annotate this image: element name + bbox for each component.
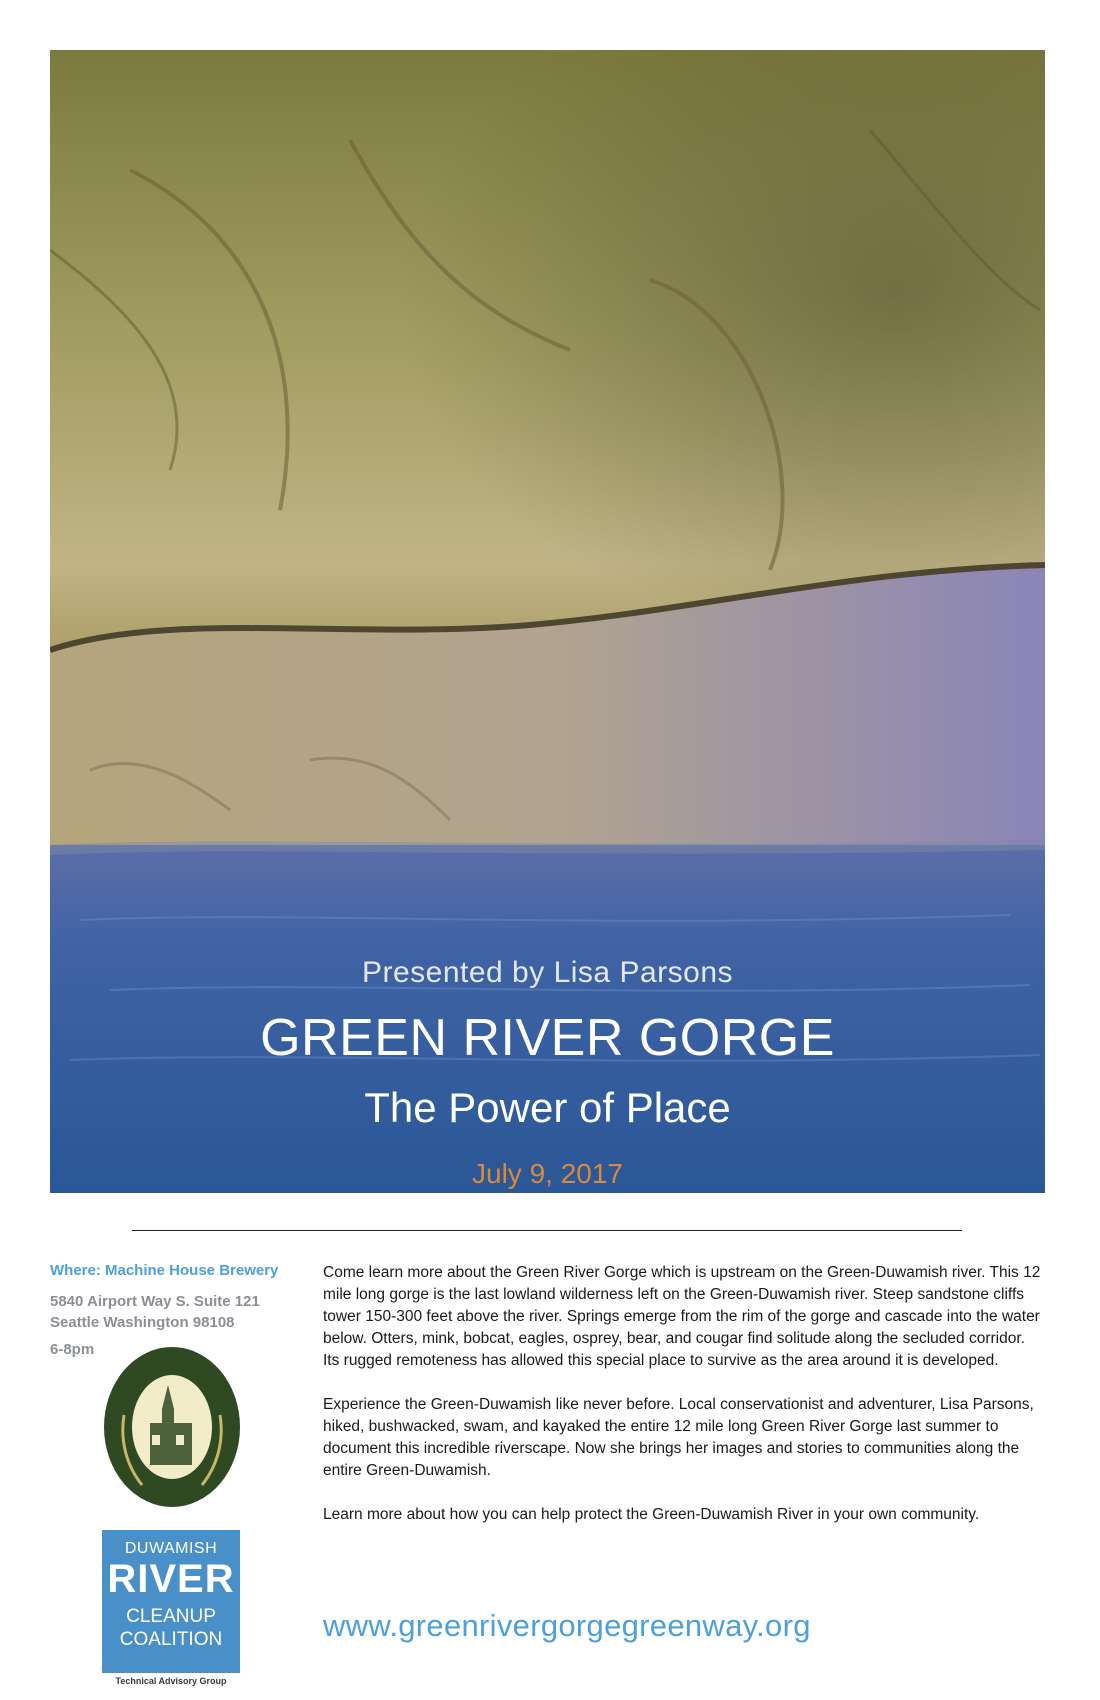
address-line1: 5840 Airport Way S. Suite 121 bbox=[50, 1293, 260, 1310]
event-time: 6-8pm bbox=[50, 1341, 95, 1358]
coalition-line2: RIVER bbox=[107, 1557, 235, 1601]
event-subtitle: The Power of Place bbox=[364, 1084, 731, 1131]
duwamish-coalition-logo bbox=[102, 1530, 240, 1690]
description-paragraph-2: Experience the Green-Duwamish like never before. Local conservationist and adventurer, Lisa Parsons, hiked, bushwacked, swam, and kayaked the entire 12 mile long Green River Gorge last summer to document this incredible riverscape. Now she brings her images and stories to communities along the entire Green-Duwamish. bbox=[323, 1396, 1034, 1479]
description-paragraph-3: Learn more about how you can help protect the Green-Duwamish River in your own community. bbox=[323, 1506, 980, 1523]
website-link[interactable]: www.greenrivergorgegreenway.org bbox=[323, 1608, 811, 1643]
event-title: GREEN RIVER GORGE bbox=[260, 1009, 835, 1067]
description-paragraph-1: Come learn more about the Green River Gorge which is upstream on the Green-Duwamish river. This 12 mile long gorge is the last lowland wilderness left on the Green-Duwamish river. Steep sandstone cliffs tower 150-300 feet above the river. Springs emerge from the rim of the gorge and cascade into the water below. Otters, mink, bobcat, eagles, osprey, bear, and cougar find solitude along the secluded corridor. Its rugged remoteness has allowed this special place to survive as the area around it is developed. bbox=[323, 1264, 1041, 1369]
venue-label: Where: Machine House Brewery bbox=[50, 1262, 279, 1279]
brewery-logo-graphic bbox=[102, 1345, 242, 1510]
hero-photo bbox=[50, 50, 1045, 1193]
address-line2: Seattle Washington 98108 bbox=[50, 1314, 235, 1331]
divider bbox=[132, 1230, 962, 1231]
event-date: July 9, 2017 bbox=[472, 1158, 623, 1189]
coalition-line3: CLEANUP bbox=[126, 1606, 216, 1627]
coalition-tagline: Technical Advisory Group bbox=[115, 1676, 227, 1686]
machine-house-brewery-logo bbox=[102, 1345, 242, 1510]
presenter-credit: Presented by Lisa Parsons bbox=[361, 956, 734, 989]
coalition-badge bbox=[102, 1530, 240, 1673]
event-description bbox=[323, 1262, 1043, 1548]
coalition-line1: DUWAMISH bbox=[124, 1540, 218, 1557]
coalition-line4: COALITION bbox=[119, 1629, 223, 1650]
event-details bbox=[50, 1262, 310, 1358]
